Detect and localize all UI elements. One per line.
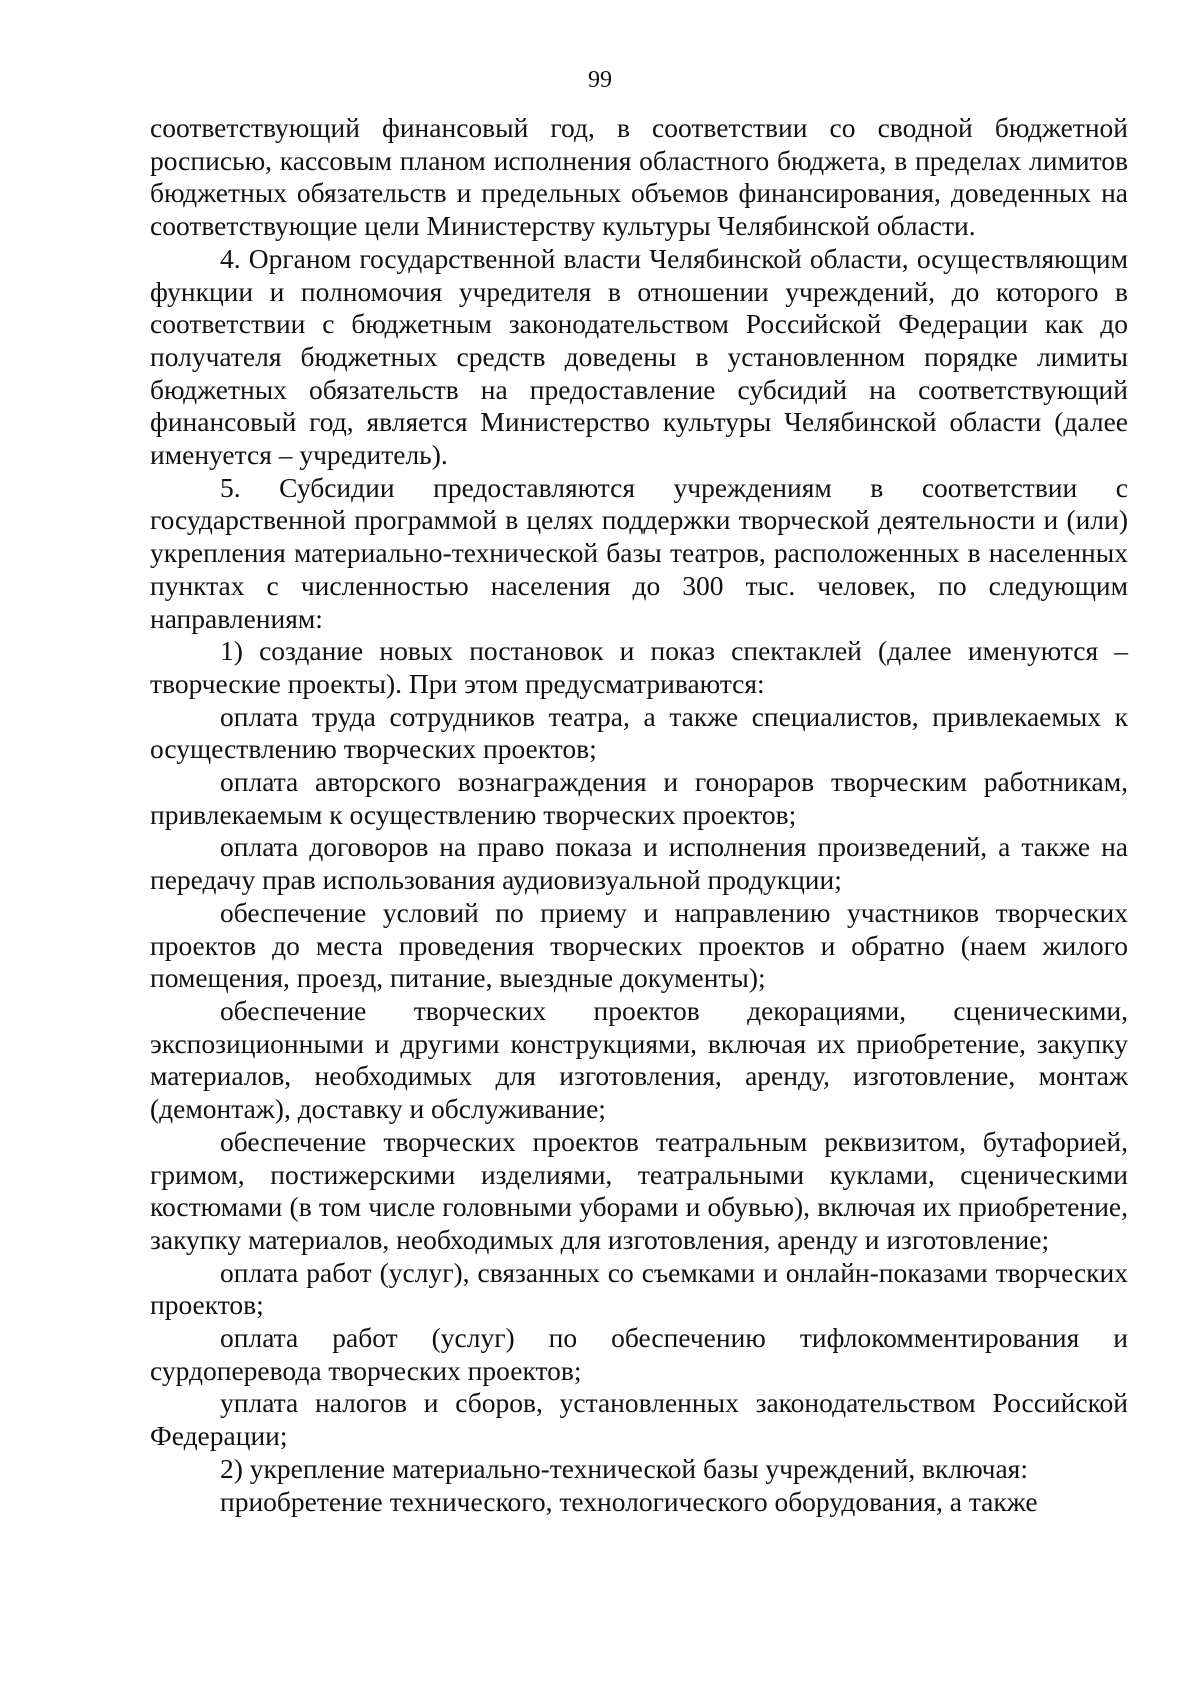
paragraph-expense-props: обеспечение творческих проектов театральным реквизитом, бутафорией, гримом, постижерскими изделиями, театральными куклами, сценическими костюмами (в том числе головными уборами и обувью), включая их приобретение, закупку материалов, необходимых для изготовления, аренду и изготовление; xyxy=(150,1125,1128,1255)
paragraph-item-4: 4. Органом государственной власти Челябинской области, осуществляющим функции и полномочия учредителя в отношении учреждений, до которого в соответствии с бюджетным законодательством Российской Федерации как до получателя бюджетных средств доведены в установленном порядке лимиты бюджетных обязательств на предоставление субсидий на соответствующий финансовый год, является Министерство культуры Челябинской области (далее именуется – учредитель). xyxy=(150,242,1128,471)
paragraph-expense-accessibility: оплата работ (услуг) по обеспечению тифлокомментирования и сурдоперевода творческих проектов; xyxy=(150,1322,1128,1386)
paragraph-expense-royalties: оплата авторского вознаграждения и гонораров творческим работникам, привлекаемым к осуществлению творческих проектов; xyxy=(150,766,1128,830)
document-body xyxy=(150,112,1128,1518)
page-number: 99 xyxy=(588,67,612,93)
paragraph-expense-taxes: уплата налогов и сборов, установленных законодательством Российской Федерации; xyxy=(150,1387,1128,1452)
paragraph-continuation: соответствующий финансовый год, в соответствии со сводной бюджетной росписью, кассовым планом исполнения областного бюджета, в пределах лимитов бюджетных обязательств и предельных объемов финансирования, доведенных на соответствующие цели Министерству культуры Челябинской области. xyxy=(150,112,1128,242)
paragraph-subitem-1: 1) создание новых постановок и показ спектаклей (далее именуются – творческие проекты). При этом предусматриваются: xyxy=(150,635,1128,699)
paragraph-subitem-2: 2) укрепление материально-технической базы учреждений, включая: xyxy=(220,1452,1028,1484)
paragraph-expense-labor: оплата труда сотрудников театра, а также специалистов, привлекаемых к осуществлению творческих проектов; xyxy=(150,700,1128,765)
paragraph-expense-contracts: оплата договоров на право показа и исполнения произведений, а также на передачу прав использования аудиовизуальной продукции; xyxy=(150,831,1128,896)
paragraph-expense-scenery: обеспечение творческих проектов декорациями, сценическими, экспозиционными и другими конструкциями, включая их приобретение, закупку материалов, необходимых для изготовления, аренду, изготовление, монтаж (демонтаж), доставку и обслуживание; xyxy=(150,994,1128,1125)
paragraph-expense-filming: оплата работ (услуг), связанных со съемками и онлайн-показами творческих проектов; xyxy=(150,1256,1128,1321)
paragraph-item-5: 5. Субсидии предоставляются учреждениям в соответствии с государственной программой в целях поддержки творческой деятельности и (или) укрепления материально-технической базы театров, расположенных в населенных пунктах с численностью населения до 300 тыс. человек, по следующим направлениям: xyxy=(150,471,1128,634)
paragraph-equipment: приобретение технического, технологического оборудования, а также xyxy=(220,1485,1038,1517)
paragraph-expense-travel: обеспечение условий по приему и направлению участников творческих проектов до места проведения творческих проектов и обратно (наем жилого помещения, проезд, питание, выездные документы); xyxy=(150,896,1128,994)
